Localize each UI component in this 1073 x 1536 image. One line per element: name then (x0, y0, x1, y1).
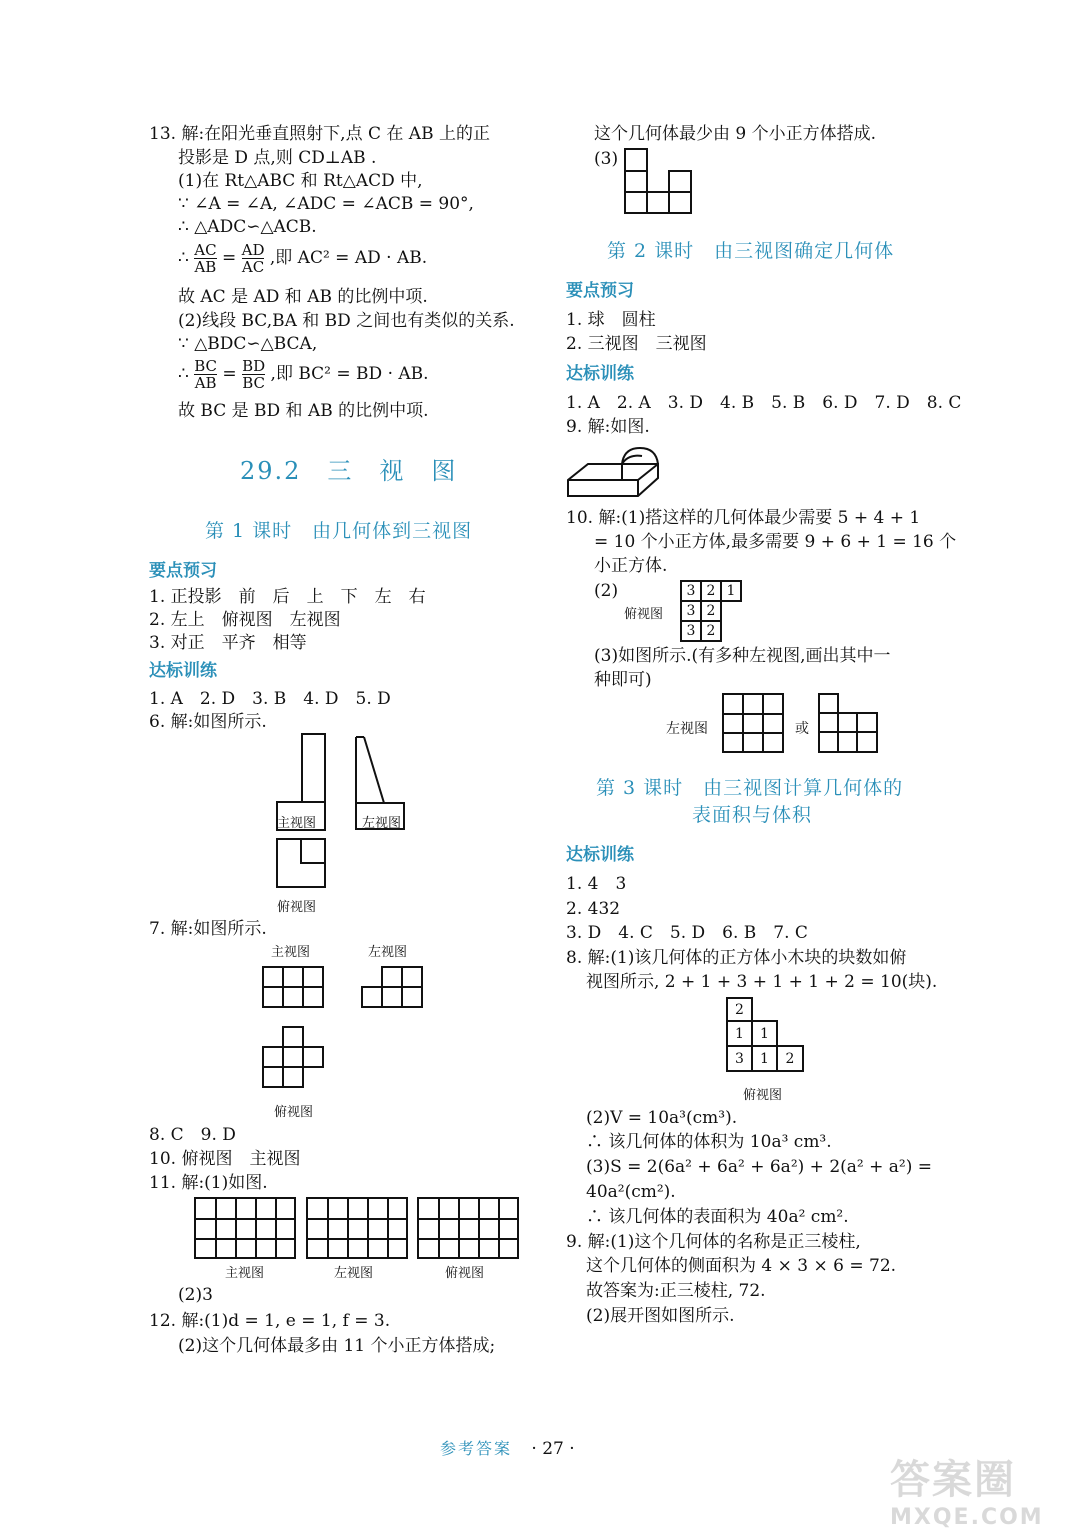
q13-line: ∵ ∠A = ∠A, ∠ADC = ∠ACB = 90°, (178, 194, 474, 214)
numerator: BC (194, 357, 218, 375)
q13-line: (2)线段 BC,BA 和 BD 之间也有类似的关系. (178, 311, 515, 331)
q13-line: ∵ △BDC∽△BCA, (178, 334, 318, 354)
q13-proportion-2: ∴ $\frac{BC}{AB}$ = $\frac{BD}{BC}$ ,即 BC² = BD · AB. (178, 357, 429, 392)
grid-cell: 2 (776, 1045, 804, 1072)
answer-line: (2)3 (178, 1285, 213, 1305)
answer-line: 8. C 9. D (149, 1125, 236, 1145)
answer-line: ∴ 该几何体的表面积为 40a² cm². (586, 1207, 849, 1227)
grid-cell: 1 (726, 1020, 753, 1047)
figure-caption: 左视图 (334, 1266, 374, 1281)
figure-caption: 主视图 (225, 1266, 265, 1281)
page-number: · 27 · (531, 1439, 575, 1459)
watermark-logo (890, 1448, 1060, 1528)
preview-line: 2. 三视图 三视图 (566, 334, 707, 354)
numerator: AD (241, 241, 265, 259)
proportion-text: ,即 BC² = BD · AB. (270, 364, 429, 384)
footer-label: 参考答案 (440, 1439, 513, 1458)
answer-line: 2. 432 (566, 899, 621, 919)
grid-cell: 1 (751, 1020, 778, 1047)
section-head: 达标训练 (566, 364, 634, 384)
answer-line: (2) (594, 581, 619, 601)
therefore: ∴ (178, 248, 189, 268)
grid-cell: 1 (751, 1045, 778, 1072)
answer-line: 故答案为:正三棱柱, 72. (586, 1281, 766, 1301)
grid-cell: 3 (680, 620, 702, 642)
section-head: 达标训练 (566, 845, 634, 865)
or-text: 或 (795, 721, 809, 737)
section-head: 达标训练 (149, 661, 217, 681)
watermark-top: 答案圈 (890, 1457, 1016, 1503)
lesson-title: 第 3 课时 由三视图计算几何体的 (596, 777, 904, 799)
denominator: AC (241, 258, 265, 276)
denominator: AB (194, 258, 217, 276)
figure-caption: 俯视图 (743, 1088, 783, 1103)
preview-line: 2. 左上 俯视图 左视图 (149, 610, 341, 630)
answer-line: (2)V = 10a³(cm³). (586, 1108, 738, 1128)
answer-line: (3)S = 2(6a² + 6a² + 6a²) + 2(a² + a²) = (586, 1157, 932, 1177)
answer-line: 种即可) (594, 670, 652, 690)
q11-left-view (306, 1197, 408, 1259)
answer-line: (2)这个几何体最多由 11 个小正方体搭成; (178, 1336, 496, 1356)
answer-line: = 10 个小正方体,最多需要 9 + 6 + 1 = 16 个 (594, 532, 957, 552)
fraction (194, 358, 217, 391)
answer-line: 这个几何体最少由 9 个小正方体搭成. (594, 124, 877, 144)
answer-line: 9. 解:(1)这个几何体的名称是正三棱柱, (566, 1232, 861, 1252)
grid-cell: 2 (700, 600, 722, 622)
lesson-title: 表面积与体积 (692, 804, 813, 826)
figure-caption: 俯视图 (624, 607, 664, 622)
q13-proportion-1: ∴ $\frac{AC}{AB}$ = $\frac{AD}{AC}$ ,即 AC² = AD · AB. (178, 241, 428, 276)
answer-line: (3)如图所示.(有多种左视图,画出其中一 (594, 646, 891, 666)
preview-line: 1. 正投影 前 后 上 下 左 右 (149, 587, 426, 607)
figure-caption: 左视图 (666, 721, 708, 737)
lesson-title: 第 1 课时 由几何体到三视图 (205, 520, 473, 542)
grid-cell: 2 (726, 997, 753, 1022)
watermark-bottom: MXQE.COM (890, 1505, 1044, 1530)
answer-line: ∴ 该几何体的体积为 10a³ cm³. (586, 1132, 832, 1152)
grid-cell: 2 (700, 620, 722, 642)
numerator: BD (242, 357, 266, 375)
grid-cell: 1 (720, 580, 742, 602)
answer-line: 10. 解:(1)搭这样的几何体最少需要 5 + 4 + 1 (566, 508, 921, 528)
fraction (194, 242, 216, 275)
answer-line: 10. 俯视图 主视图 (149, 1149, 301, 1169)
q11-front-view (194, 1197, 296, 1259)
q9-solid-figure (566, 442, 666, 500)
fraction (242, 242, 265, 275)
figure-caption: 俯视图 (445, 1266, 485, 1281)
answer-line: 3. D 4. C 5. D 6. B 7. C (566, 923, 808, 943)
q13-line: ∴ △ADC∽△ACB. (178, 217, 317, 237)
figure-caption: 俯视图 (277, 900, 317, 915)
q13-line: (1)在 Rt△ABC 和 Rt△ACD 中, (178, 171, 423, 191)
answer-line: 9. 解:如图. (566, 417, 650, 437)
figure-caption: 主视图 (277, 816, 317, 831)
answer-line: 12. 解:(1)d = 1, e = 1, f = 3. (149, 1311, 391, 1331)
answer-line: 6. 解:如图所示. (149, 712, 267, 732)
answer-line: 1. 4 3 (566, 874, 627, 894)
q13-line: 故 BC 是 BD 和 AB 的比例中项. (178, 401, 429, 421)
answer-line: 7. 解:如图所示. (149, 919, 267, 939)
answer-line: 8. 解:(1)该几何体的正方体小木块的块数如俯 (566, 948, 907, 968)
fraction (242, 358, 265, 391)
denominator: BC (242, 374, 265, 392)
grid-cell: 3 (726, 1045, 753, 1072)
q13-line: 13. 解:在阳光垂直照射下,点 C 在 AB 上的正 (149, 124, 490, 144)
answer-line: 1. A 2. D 3. B 4. D 5. D (149, 689, 391, 709)
numerator: AC (194, 241, 217, 259)
proportion-text: ,即 AC² = AD · AB. (269, 248, 428, 268)
answer-line: 小正方体. (594, 556, 668, 576)
q11-top-view (417, 1197, 519, 1259)
lesson-title: 第 2 课时 由三视图确定几何体 (607, 240, 895, 262)
grid-cell: 2 (700, 580, 722, 602)
section-head: 要点预习 (566, 281, 634, 301)
therefore: ∴ (178, 364, 189, 384)
denominator: AB (194, 374, 217, 392)
grid-cell: 3 (680, 580, 702, 602)
answer-line: (3) (594, 149, 619, 169)
section-title: 29.2 三 视 图 (240, 457, 458, 485)
answer-line: 40a²(cm²). (586, 1182, 676, 1202)
q13-line: 投影是 D 点,则 CD⊥AB . (178, 148, 377, 168)
figure-caption: 左视图 (362, 816, 402, 831)
answer-line: 11. 解:(1)如图. (149, 1173, 268, 1193)
answer-line: 这个几何体的侧面积为 4 × 3 × 6 = 72. (586, 1256, 897, 1276)
q10-left-view-a (722, 693, 784, 753)
answer-line: 1. A 2. A 3. D 4. B 5. B 6. D 7. D 8. C (566, 393, 962, 413)
page-footer (440, 1436, 575, 1459)
answer-line: (2)展开图如图所示. (586, 1306, 735, 1326)
figure-caption: 俯视图 (274, 1105, 314, 1120)
q13-line: 故 AC 是 AD 和 AB 的比例中项. (178, 287, 428, 307)
grid-cell: 3 (680, 600, 702, 622)
preview-line: 1. 球 圆柱 (566, 310, 656, 330)
figure-caption: 主视图 (271, 945, 311, 960)
answer-line: 视图所示, 2 + 1 + 3 + 1 + 1 + 2 = 10(块). (586, 972, 938, 992)
section-head: 要点预习 (149, 561, 217, 581)
figure-caption: 左视图 (368, 945, 408, 960)
preview-line: 3. 对正 平齐 相等 (149, 633, 307, 653)
